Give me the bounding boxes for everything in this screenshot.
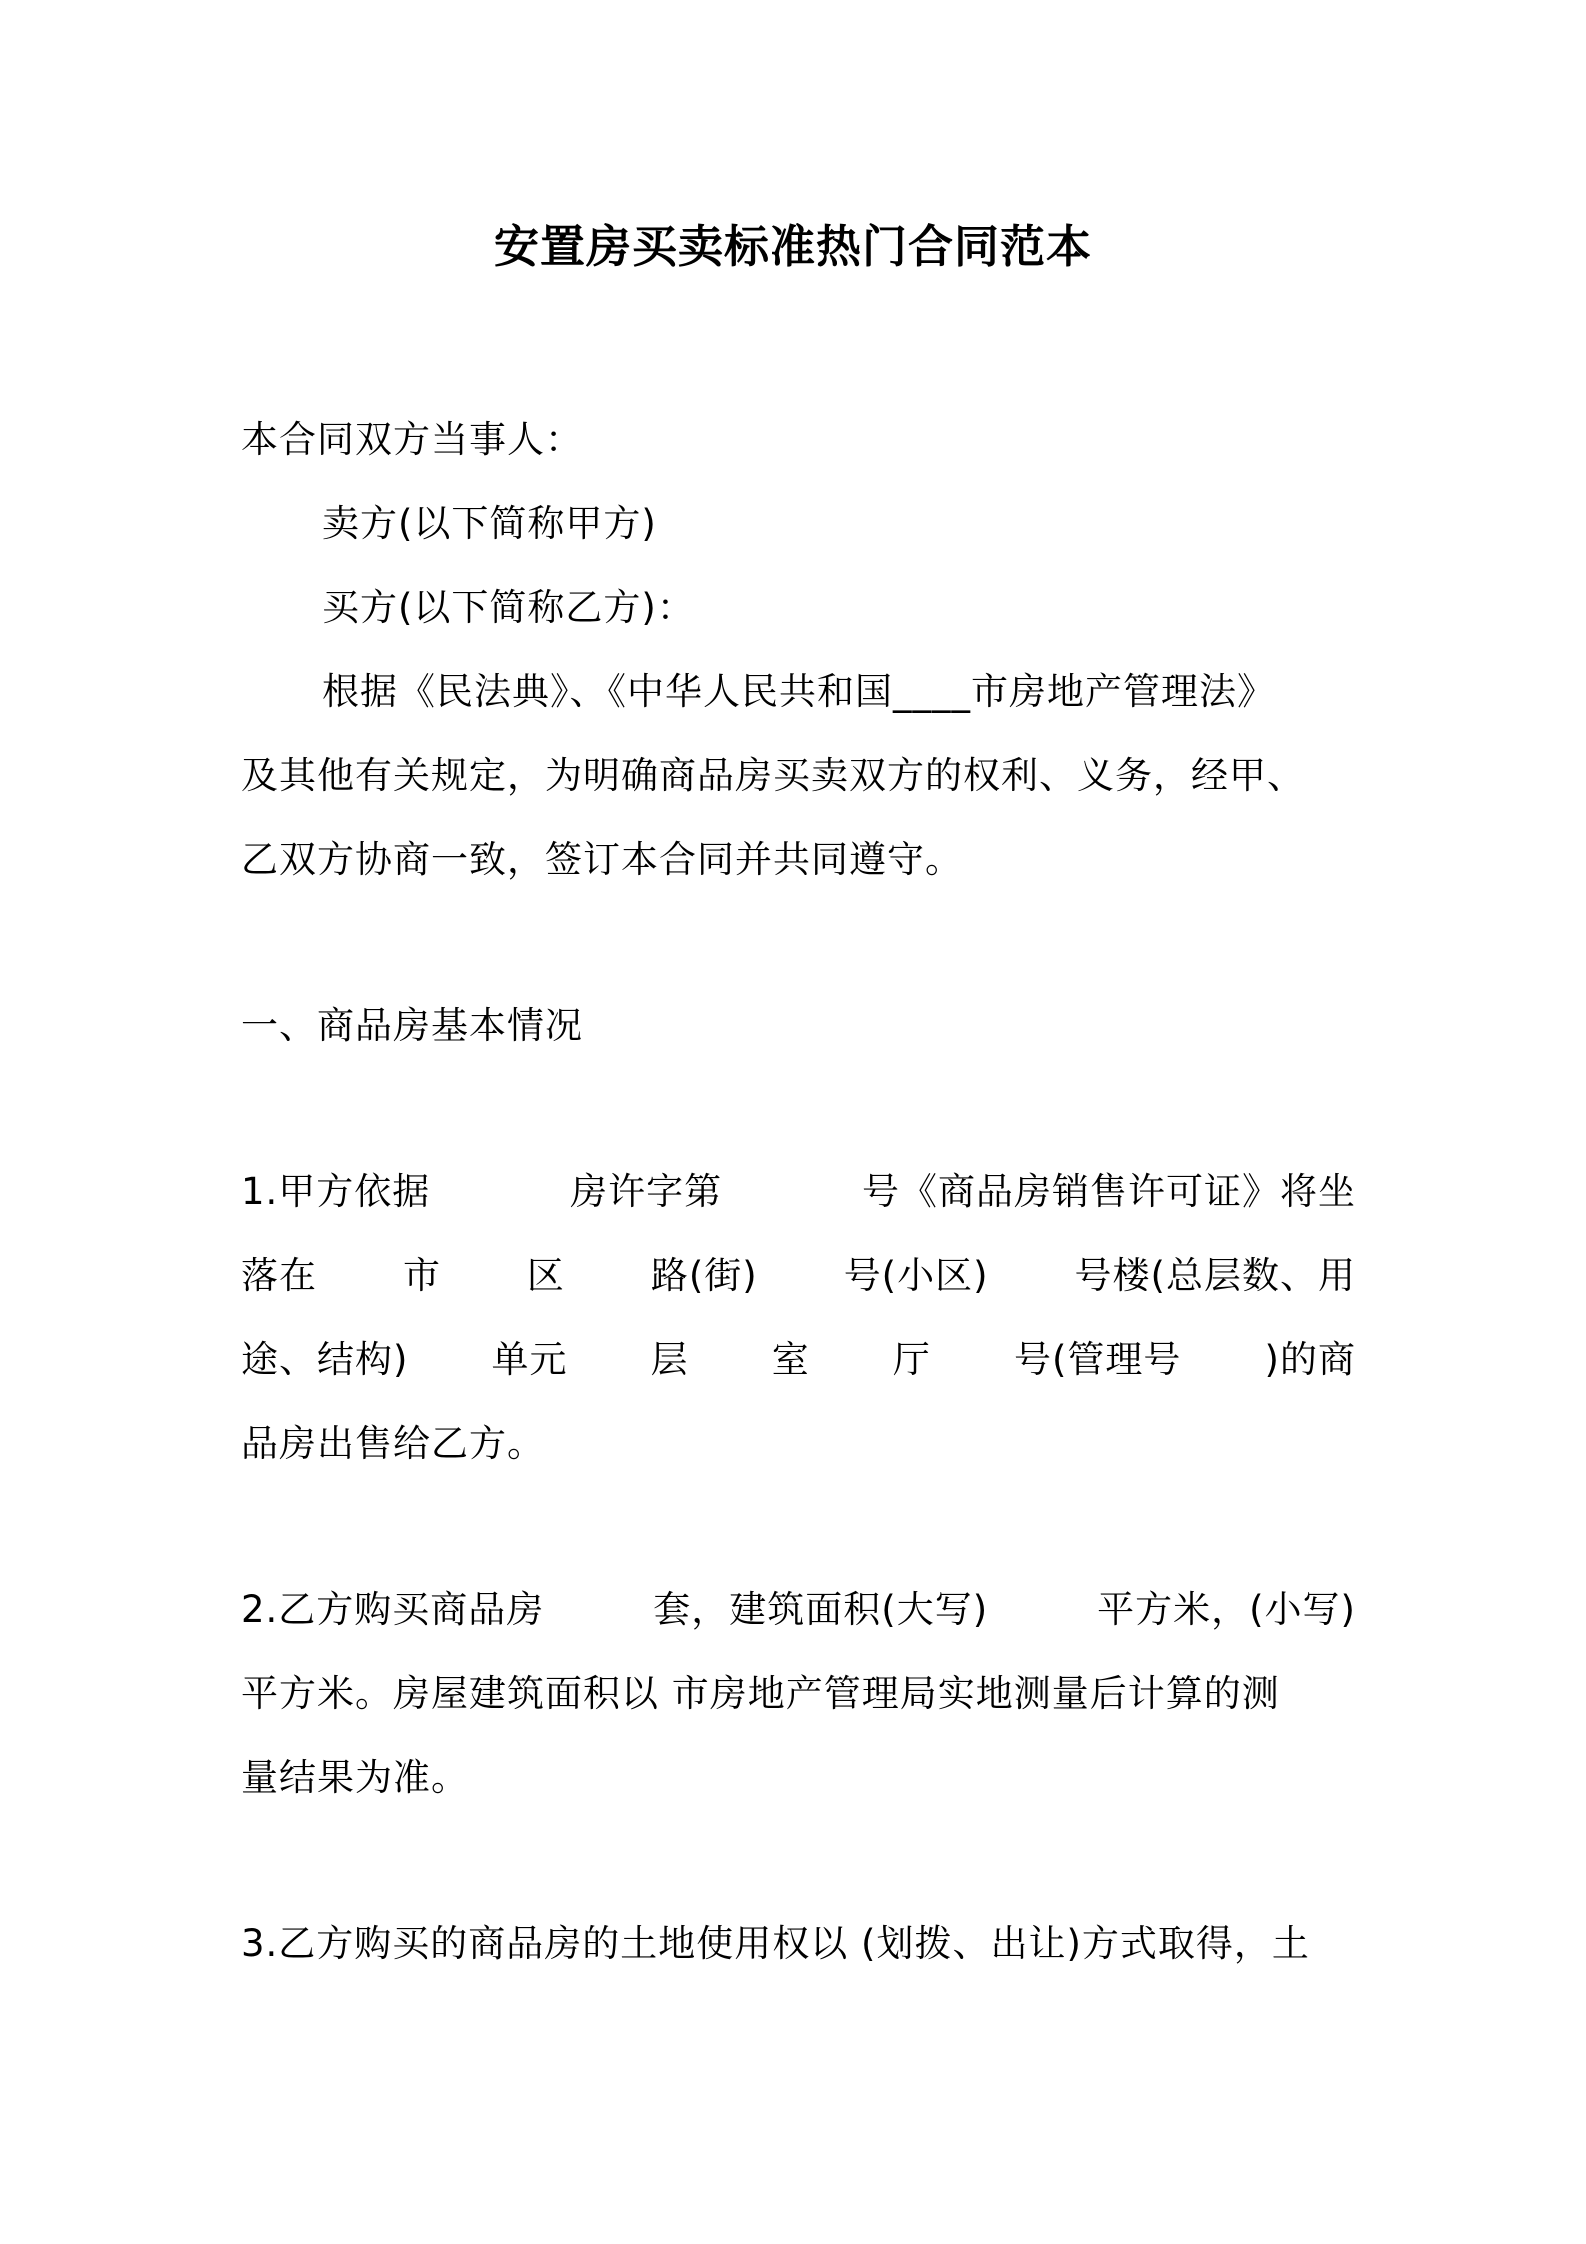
clause-2-line-3: 量结果为准。 <box>241 1756 469 1799</box>
clause-2-line-1-part: 套，建筑面积(大写) <box>653 1588 989 1631</box>
clause-1-line-2-part: 号(小区) <box>843 1254 989 1297</box>
clause-2-line-1-part: 平方米，(小写) <box>1097 1588 1356 1631</box>
clause-1-line-4: 品房出售给乙方。 <box>241 1422 545 1465</box>
clause-1-line-3-part: 厅 <box>892 1338 931 1381</box>
clause-1-line-2-part: 路(街) <box>650 1254 758 1297</box>
clause-1-line-1-part: 号《商品房销售许可证》将坐 <box>862 1170 1356 1213</box>
buyer-line: 买方(以下简称乙方)： <box>322 586 695 629</box>
clause-1-line-1 <box>241 1162 1356 1222</box>
clause-1-line-1-part: 1.甲方依据 <box>241 1170 431 1213</box>
clause-1-line-2 <box>241 1246 1356 1306</box>
clause-1-line-3-part: 室 <box>771 1338 810 1381</box>
preamble-line-1: 根据《民法典》、《中华人民共和国____市房地产管理法》 <box>322 670 1275 713</box>
clause-1-line-2-part: 号楼(总层数、用 <box>1074 1254 1356 1297</box>
clause-1-line-3-part: 号(管理号 <box>1013 1338 1182 1381</box>
parties-heading: 本合同双方当事人： <box>241 418 583 461</box>
clause-1-line-2-part: 落在 <box>241 1254 317 1297</box>
seller-line: 卖方(以下简称甲方) <box>322 502 657 545</box>
section-1-heading: 一、商品房基本情况 <box>241 1004 583 1047</box>
clause-2-line-1-part: 2.乙方购买商品房 <box>241 1588 545 1631</box>
clause-1-line-3-part: 途、结构) <box>241 1338 409 1381</box>
clause-1-line-3-part: )的商 <box>1264 1338 1356 1381</box>
preamble-line-3: 乙双方协商一致，签订本合同并共同遵守。 <box>241 838 963 881</box>
clause-1-line-3-part: 层 <box>650 1338 689 1381</box>
clause-1-line-1-part: 房许字第 <box>570 1170 723 1213</box>
clause-1-line-3 <box>241 1330 1356 1390</box>
clause-3-line-1: 3.乙方购买的商品房的土地使用权以 (划拨、出让)方式取得，土 <box>241 1922 1310 1965</box>
preamble-line-2: 及其他有关规定，为明确商品房买卖双方的权利、义务，经甲、 <box>241 754 1305 797</box>
clause-1-line-2-part: 区 <box>526 1254 565 1297</box>
clause-2-line-2: 平方米。房屋建筑面积以 市房地产管理局实地测量后计算的测 <box>241 1672 1280 1715</box>
clause-1-line-2-part: 市 <box>402 1254 441 1297</box>
document-title: 安置房买卖标准热门合同范本 <box>493 220 1092 273</box>
clause-1-line-3-part: 单元 <box>491 1338 568 1381</box>
clause-2-line-1 <box>241 1580 1356 1640</box>
